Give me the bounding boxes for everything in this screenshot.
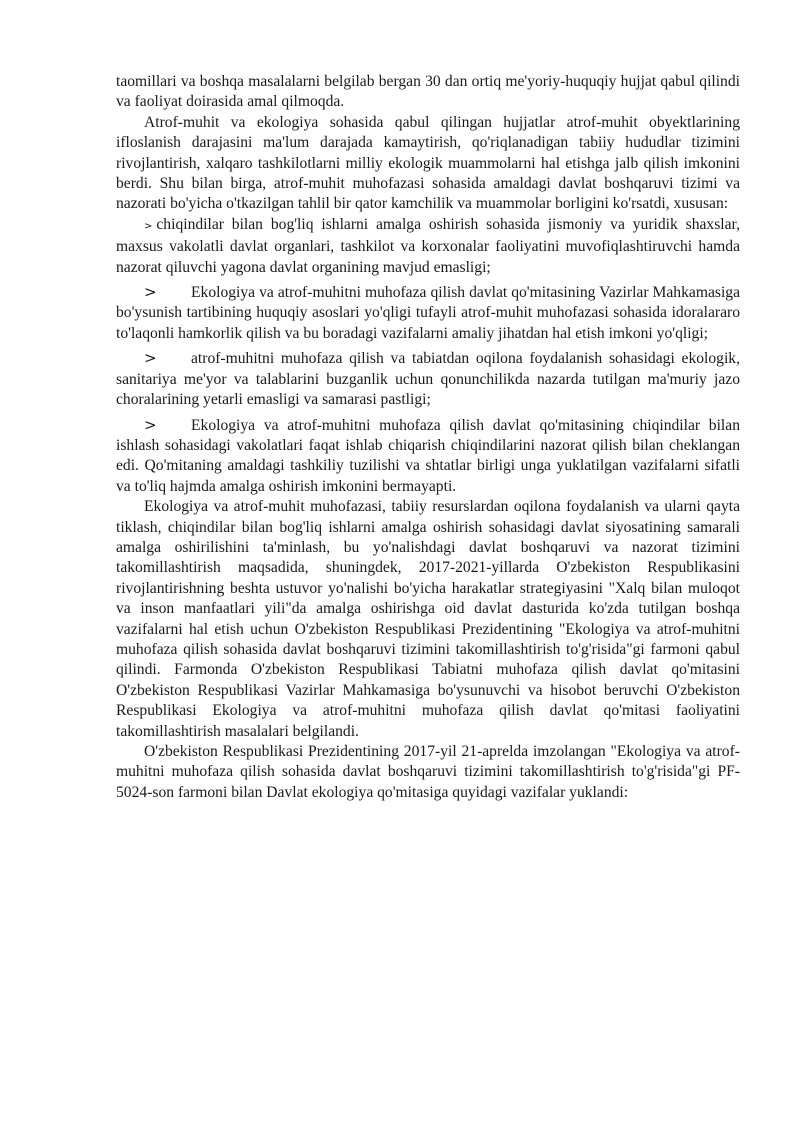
bullet-marker: > xyxy=(144,415,157,434)
bullet-marker: > xyxy=(144,283,157,302)
paragraph-continuation: taomillari va boshqa masalalarni belgilab bergan 30 dan ortiq me'yoriy-huquqiy hujjat qabul qilindi va faoliyat doirasida amal qilmoqda. xyxy=(116,73,740,111)
list-item xyxy=(116,348,740,410)
list-item-text: Ekologiya va atrof-muhitni muhofaza qilish davlat qo'mitasining chiqindilar bilan ishlash sohasidagi vakolatlari faqat ishlab chiqarish chiqindilarini nazorat qilish bilan cheklangan edi. Qo'mitaning amaldagi tashkiliy tuzilishi va shtatlar birligi unga yuklatilgan vazifalarni sifatli va to'liq hajmda amalga oshirish imkonini bermayapti. xyxy=(116,416,740,495)
bullet-marker: > xyxy=(144,220,153,232)
paragraph-tasks-intro: O'zbekiston Respublikasi Prezidentining 2017-yil 21-aprelda imzolangan "Ekologiya va atrof-muhitni muhofaza qilish sohasida davlat boshqaruvi tizimini takomillashtirish to'g'risida"gi PF- 5024-son farmoni bilan Davlat ekologiya qo'mitasiga quyidagi vazifalar yuklandi: xyxy=(116,743,740,801)
paragraph-assessment: Atrof-muhit va ekologiya sohasida qabul qilingan hujjatlar atrof-muhit obyektlarining ifloslanish darajasini ma'lum darajada kamaytirish, qo'riqlanadigan tabiiy hududlar tizimini rivojlantirish, xalqaro tashkilotlarni milliy ekologik muammolarni hal etishga jalb qilish imkonini berdi. Shu bilan birga, atrof-muhit muhofazasi sohasida amaldagi davlat boshqaruvi tizimi va nazorati bo'yicha o'tkazilgan tahlil bir qator kamchilik va muammolar borligini ko'rsatdi, xususan: xyxy=(116,113,740,213)
list-item-text: atrof-muhitni muhofaza qilish va tabiatdan oqilona foydalanish sohasidagi ekologik, sanitariya me'yor va talablarini buzganlik uchun qonunchilikda nazarda tutilgan ma'muriy jazo choralarining yetarli emasligi va samarasi pastligi; xyxy=(116,350,740,409)
list-item-text: chiqindilar bilan bog'liq ishlarni amalga oshirish sohasida jismoniy va yuridik shaxslar, maxsus vakolatli davlat organlari, tashkilot va korxonalar faoliyatini muvofiqlashtiruvchi hamda nazorat qiluvchi yagona davlat organining mavjud emasligi; xyxy=(116,215,740,276)
list-item xyxy=(116,282,740,344)
list-item xyxy=(116,215,740,278)
bullet-marker: > xyxy=(144,349,157,368)
paragraph-decree: Ekologiya va atrof-muhit muhofazasi, tabiiy resurslardan oqilona foydalanish va ularni qayta tiklash, chiqindilar bilan bog'liq ishlarni amalga oshirish sohasidagi davlat siyosatining samarali amalga oshirilishini ta'minlash, bu yo'nalishdagi davlat boshqaruvi va nazorat tizimini takomillashtirish maqsadida, shuningdek, 2017-2021-yillarda O'zbekiston Respublikasini rivojlantirishning beshta ustuvor yo'nalishi bo'yicha harakatlar strategiyasini "Xalq bilan muloqot va inson manfaatlari yili"da amalga oshirishga oid davlat dasturida ko'zda tutilgan boshqa vazifalarni hal etish uchun O'zbekiston Respublikasi Prezidentining "Ekologiya va atrof-muhitni muhofaza qilish sohasida davlat boshqaruvi tizimini takomillashtirish to'g'risida"gi farmoni qabul qilindi. Farmonda O'zbekiston Respublikasi Tabiatni muhofaza qilish davlat qo'mitasini O'zbekiston Respublikasi Vazirlar Mahkamasiga bo'ysunuvchi va hisobot beruvchi O'zbekiston Respublikasi Ekologiya va atrof-muhitni muhofaza qilish davlat qo'mitasi faoliyatini takomillashtirish masalalari belgilandi. xyxy=(116,498,740,740)
list-item xyxy=(116,415,740,498)
list-item-text: Ekologiya va atrof-muhitni muhofaza qilish davlat qo'mitasining Vazirlar Mahkamasiga bo'ysunish tartibining huquqiy asoslari yo'qligi tufayli atrof-muhit muhofazasi sohasida idoralararo to'laqonli hamkorlik qilish va bu boradagi vazifalarni amaliy jihatdan hal etish imkoni yo'qligi; xyxy=(116,284,740,342)
document-page xyxy=(116,72,740,803)
